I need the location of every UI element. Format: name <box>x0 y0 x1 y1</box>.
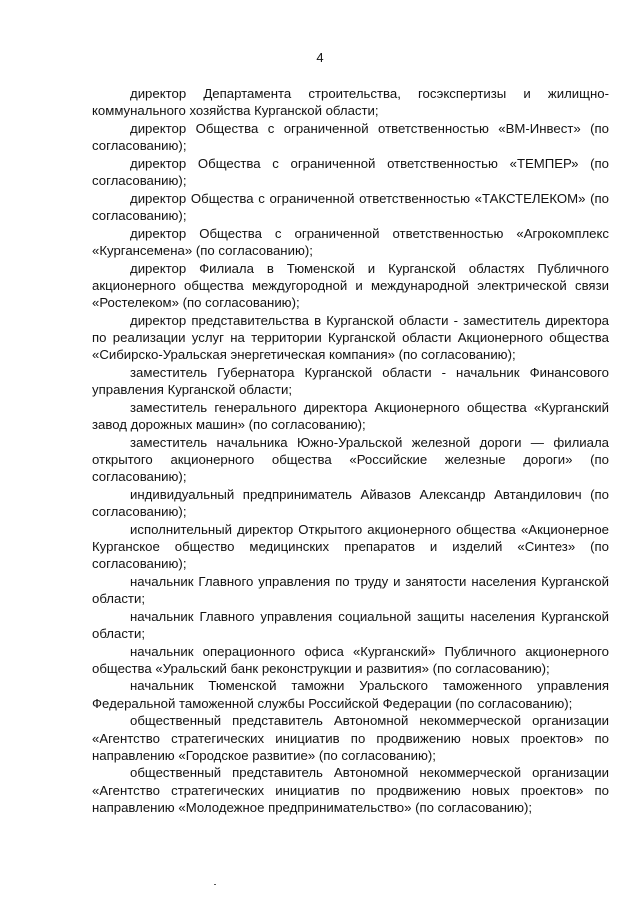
member-entry: директор Общества с ограниченной ответственностью «ТАКСТЕЛЕКОМ» (по согласованию); <box>92 190 609 223</box>
member-entry: начальник Тюменской таможни Уральского таможенного управления Федеральной таможенной службы Российской Федерации (по согласованию); <box>92 678 609 711</box>
member-entry: общественный представитель Автономной некоммерческой организации «Агентство стратегических инициатив по продвижению новых проектов» по направлению «Молодежное предпринимательство» (по согласованию); <box>92 765 609 815</box>
document-body <box>92 85 609 817</box>
page-number: 4 <box>316 50 324 65</box>
member-entry: директор Общества с ограниченной ответственностью «Агрокомплекс «Кургансемена» (по согласованию); <box>92 225 609 258</box>
member-entry: заместитель Губернатора Курганской области - начальник Финансового управления Курганской области; <box>92 364 609 397</box>
member-entry: начальник операционного офиса «Курганский» Публичного акционерного общества «Уральский банк реконструкции и развития» (по согласованию); <box>92 643 609 676</box>
member-entry: директор Департамента строительства, госэкспертизы и жилищно-коммунального хозяйства Курганской области; <box>92 86 609 119</box>
member-entry: директор представительства в Курганской области - заместитель директора по реализации услуг на территории Курганской области Акционерного общества «Сибирско-Уральская энергетическая компания» (по согласованию); <box>92 312 609 363</box>
member-entry: исполнительный директор Открытого акционерного общества «Акционерное Курганское общество медицинских препаратов и изделий «Синтез» (по согласованию); <box>92 521 609 571</box>
member-entry: заместитель генерального директора Акционерного общества «Курганский завод дорожных машин» (по согласованию); <box>92 399 609 432</box>
member-entry: заместитель начальника Южно-Уральской железной дороги — филиала открытого акционерного общества «Российские железные дороги» (по согласованию); <box>92 434 609 484</box>
member-entry: начальник Главного управления по труду и занятости населения Курганской области; <box>92 573 609 606</box>
footer-mark <box>214 884 216 885</box>
member-entry: индивидуальный предприниматель Айвазов Александр Автандилович (по согласованию); <box>92 486 609 519</box>
member-entry: директор Общества с ограниченной ответственностью «ВМ-Инвест» (по согласованию); <box>92 120 609 154</box>
member-entry: общественный представитель Автономной некоммерческой организации «Агентство стратегических инициатив по продвижению новых проектов» по направлению «Городское развитие» (по согласованию); <box>92 713 609 763</box>
member-entry: начальник Главного управления социальной защиты населения Курганской области; <box>92 608 609 641</box>
member-entry: директор Филиала в Тюменской и Курганской областях Публичного акционерного общества междугородной и международной электрической связи «Ростелеком» (по согласованию); <box>92 260 609 310</box>
member-entry: директор Общества с ограниченной ответственностью «ТЕМПЕР» (по согласованию); <box>92 155 609 189</box>
